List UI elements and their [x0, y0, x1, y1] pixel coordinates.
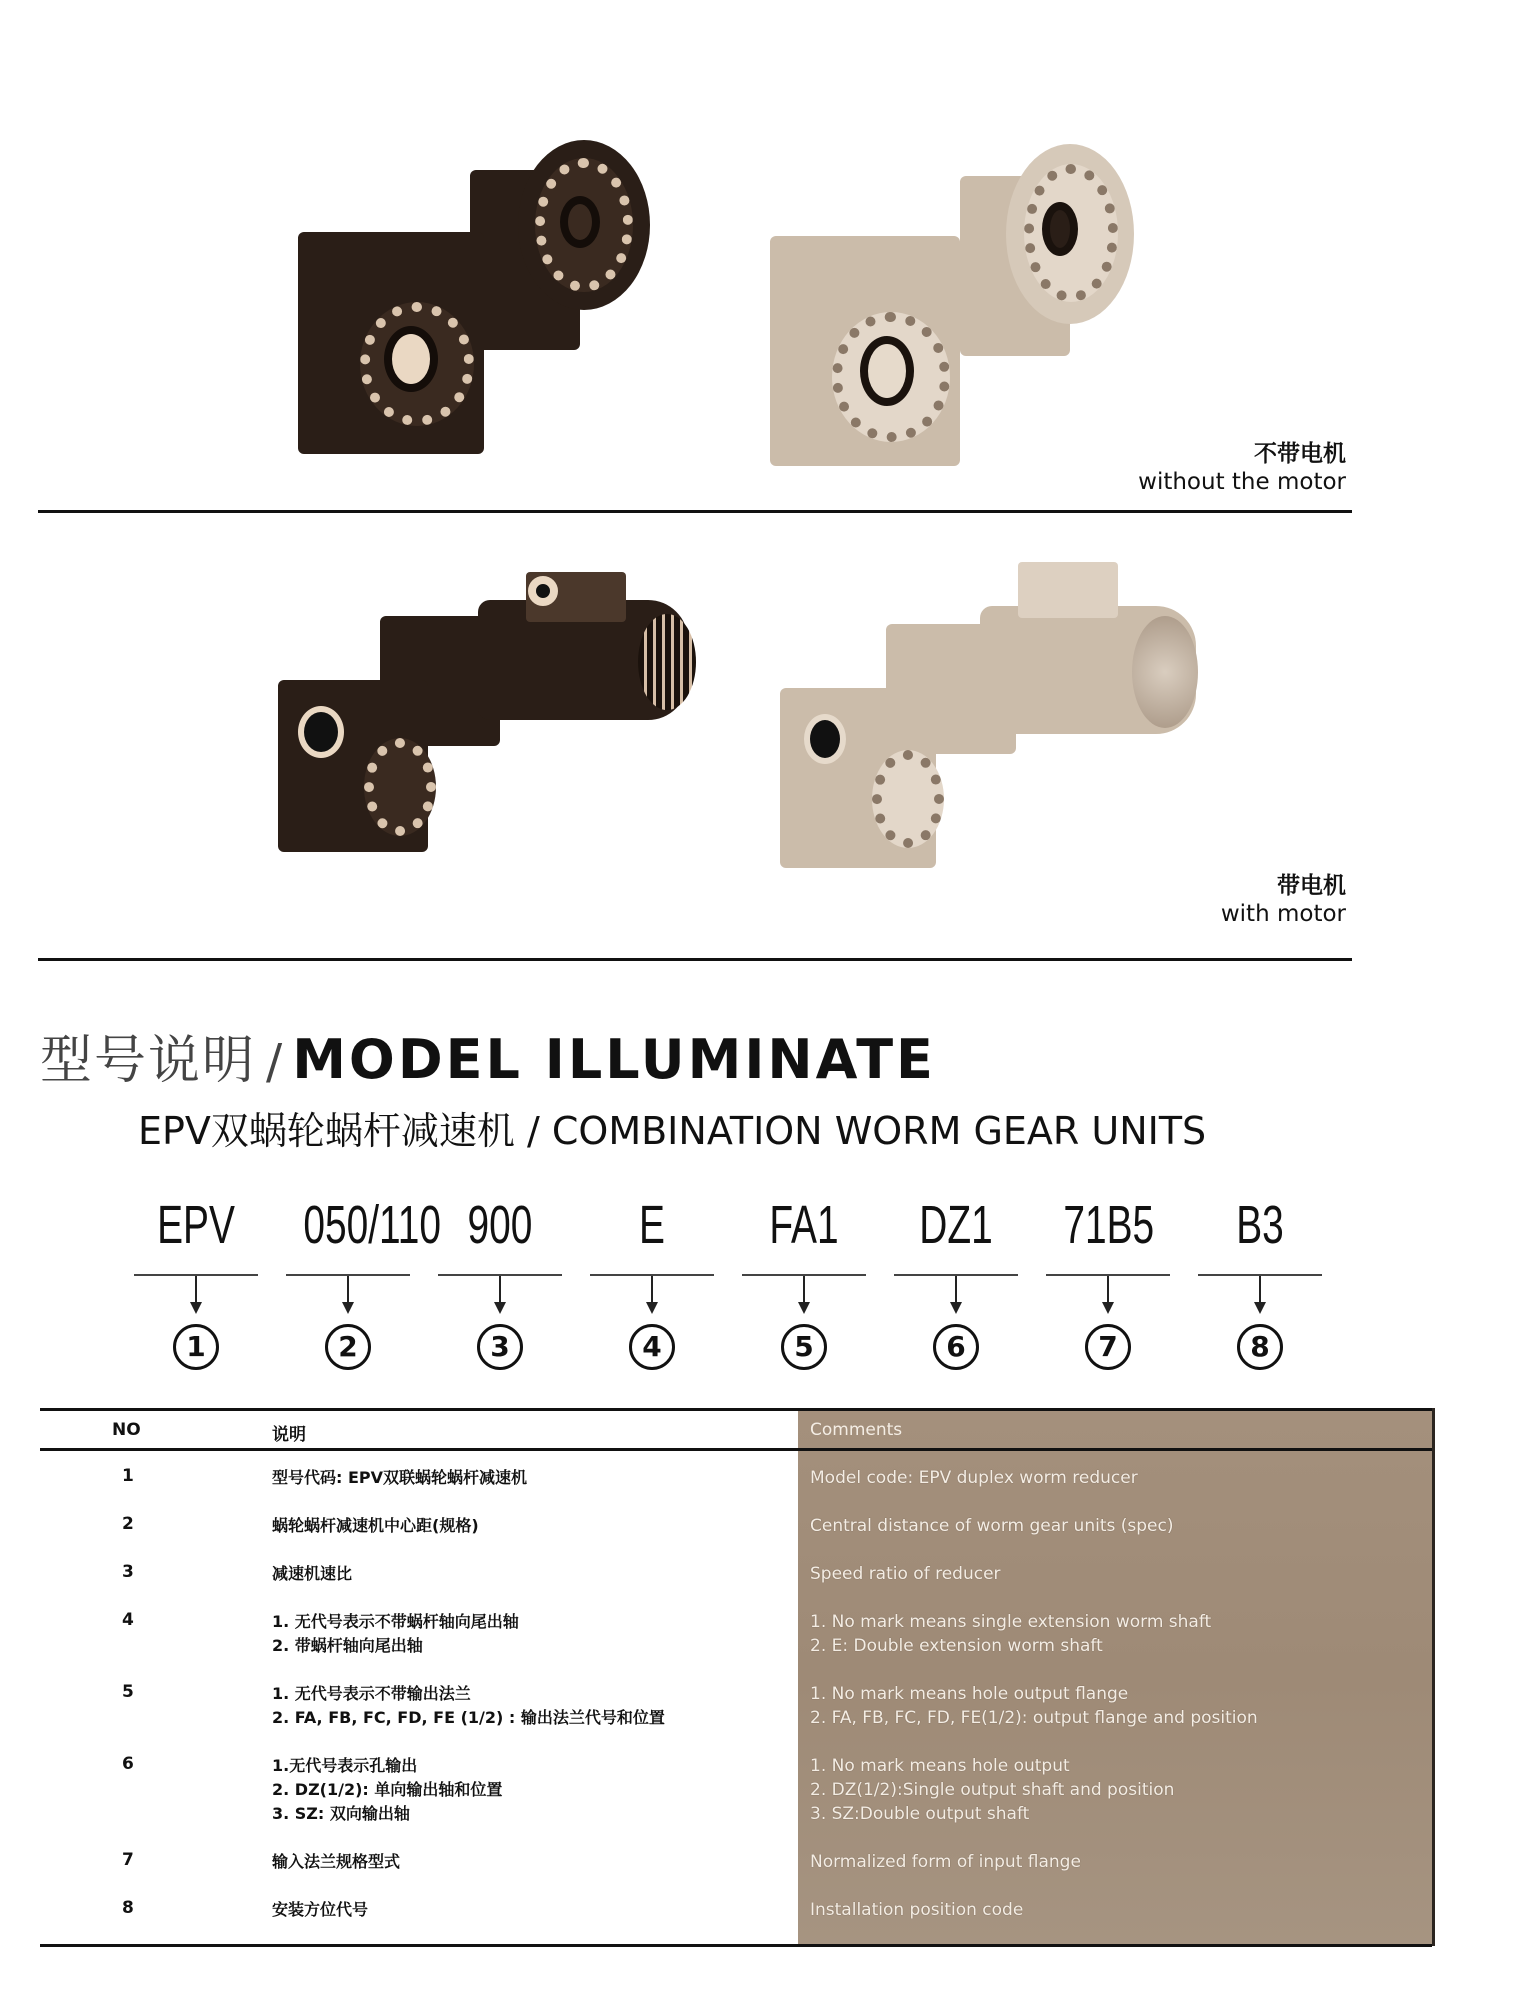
row-cn	[272, 1466, 527, 1490]
code-value: 900	[467, 1195, 533, 1255]
arrow-down-icon	[190, 1302, 202, 1314]
row-no: 7	[122, 1850, 134, 1870]
row-comment-line: Model code: EPV duplex worm reducer	[810, 1468, 1138, 1488]
section-divider	[38, 958, 1352, 961]
circled-index: 3	[477, 1324, 523, 1370]
header-cn: 说明	[272, 1425, 306, 1445]
row-comment	[810, 1514, 1173, 1538]
circled-index: 7	[1085, 1324, 1131, 1370]
product-image-light-with-motor	[780, 562, 1200, 872]
row-comment	[810, 1562, 1001, 1586]
row-comment	[810, 1898, 1023, 1922]
row-comment-line: 1. No mark means hole output flange	[810, 1684, 1129, 1704]
code-segment-7	[1046, 1190, 1170, 1370]
row-no: 5	[122, 1682, 134, 1702]
row-comment-line: 2. DZ(1/2):Single output shaft and position	[810, 1780, 1175, 1800]
row-cn-line: 输入法兰规格型式	[272, 1852, 401, 1871]
model-explanation-table	[40, 1408, 1432, 1948]
row-comment-line: Installation position code	[810, 1900, 1024, 1920]
circled-index: 6	[933, 1324, 979, 1370]
row-cn-line: 1.无代号表示孔输出	[272, 1756, 418, 1775]
row-comment-line: 2. FA, FB, FC, FD, FE(1/2): output flange and position	[810, 1708, 1258, 1728]
row-no: 6	[122, 1754, 134, 1774]
arrow-stem	[1259, 1276, 1261, 1302]
row-cn	[272, 1562, 352, 1586]
code-value: EPV	[157, 1195, 235, 1255]
title-separator: /	[266, 1034, 283, 1090]
page-subtitle: EPV双蜗轮蜗杆减速机 / COMBINATION WORM GEAR UNITS	[138, 1109, 1207, 1153]
row-cn-line: 2. DZ(1/2): 单向输出轴和位置	[272, 1780, 503, 1799]
row-comment-line: Central distance of worm gear units (spec)	[810, 1516, 1174, 1536]
product-image-dark-with-motor	[278, 562, 698, 862]
row-cn-line: 减速机速比	[272, 1564, 353, 1583]
arrow-down-icon	[1254, 1302, 1266, 1314]
code-segment-8	[1198, 1190, 1322, 1370]
row-comment	[810, 1682, 1258, 1730]
code-segment-5	[742, 1190, 866, 1370]
row-cn-line: 型号代码: EPV双联蜗轮蜗杆减速机	[272, 1468, 528, 1487]
row-cn	[272, 1514, 479, 1538]
arrow-down-icon	[1102, 1302, 1114, 1314]
section-divider	[38, 510, 1352, 513]
arrow-stem	[651, 1276, 653, 1302]
row-cn-line: 3. SZ: 双向输出轴	[272, 1804, 410, 1823]
caption-cn: 带电机	[1277, 873, 1346, 899]
row-comment	[810, 1610, 1211, 1658]
row-no: 3	[122, 1562, 134, 1582]
row-comment-line: 1. No mark means hole output	[810, 1756, 1070, 1776]
arrow-down-icon	[494, 1302, 506, 1314]
title-en: MODEL ILLUMINATE	[292, 1028, 936, 1091]
row-no: 8	[122, 1898, 134, 1918]
caption-cn: 不带电机	[1254, 441, 1346, 467]
arrow-stem	[195, 1276, 197, 1302]
table-header-border	[40, 1448, 1432, 1451]
row-no: 4	[122, 1610, 134, 1630]
code-value: 050/110	[303, 1195, 442, 1255]
table-top-border	[40, 1408, 1432, 1411]
title-cn: 型号说明	[40, 1031, 257, 1091]
caption-with-motor	[1221, 872, 1346, 928]
row-no: 2	[122, 1514, 134, 1534]
arrow-stem	[955, 1276, 957, 1302]
circled-index: 4	[629, 1324, 675, 1370]
row-cn-line: 1. 无代号表示不带输出法兰	[272, 1684, 471, 1703]
row-cn-line: 1. 无代号表示不带蜗杆轴向尾出轴	[272, 1612, 519, 1631]
table-bottom-border	[40, 1944, 1432, 1947]
arrow-stem	[499, 1276, 501, 1302]
row-comment	[810, 1754, 1174, 1826]
row-cn	[272, 1610, 519, 1658]
header-comments: Comments	[810, 1420, 903, 1440]
circled-index: 8	[1237, 1324, 1283, 1370]
code-segment-2	[286, 1190, 442, 1370]
circled-index: 2	[325, 1324, 371, 1370]
row-comment-line: 1. No mark means single extension worm shaft	[810, 1612, 1212, 1632]
caption-en: without the motor	[1138, 469, 1346, 495]
arrow-stem	[347, 1276, 349, 1302]
code-value: DZ1	[919, 1195, 993, 1255]
code-value: FA1	[769, 1195, 839, 1255]
row-comment-line: 3. SZ:Double output shaft	[810, 1804, 1030, 1824]
product-image-light-no-motor	[770, 140, 1150, 470]
row-cn	[272, 1898, 368, 1922]
code-value: 71B5	[1063, 1195, 1155, 1255]
row-comment-line: Speed ratio of reducer	[810, 1564, 1001, 1584]
row-cn	[272, 1850, 400, 1874]
circled-index: 1	[173, 1324, 219, 1370]
row-cn-line: 蜗轮蜗杆减速机中心距(规格)	[272, 1516, 479, 1535]
product-image-dark-no-motor	[290, 140, 670, 460]
circled-index: 5	[781, 1324, 827, 1370]
caption-en: with motor	[1220, 901, 1346, 927]
code-segment-3	[438, 1190, 562, 1370]
arrow-stem	[803, 1276, 805, 1302]
row-cn	[272, 1754, 502, 1826]
arrow-down-icon	[342, 1302, 354, 1314]
code-value: E	[639, 1195, 665, 1255]
header-no: NO	[112, 1420, 141, 1440]
caption-without-motor	[1138, 440, 1346, 496]
row-cn-line: 安装方位代号	[272, 1900, 369, 1919]
code-segment-6	[894, 1190, 1018, 1370]
row-cn-line: 2. FA, FB, FC, FD, FE (1/2) : 输出法兰代号和位置	[272, 1708, 665, 1727]
row-comment	[810, 1466, 1138, 1490]
code-segment-1	[134, 1190, 258, 1370]
page-title	[40, 1018, 936, 1093]
row-cn	[272, 1682, 665, 1730]
arrow-stem	[1107, 1276, 1109, 1302]
code-value: B3	[1236, 1195, 1284, 1255]
arrow-down-icon	[646, 1302, 658, 1314]
arrow-down-icon	[950, 1302, 962, 1314]
code-segment-4	[590, 1190, 714, 1370]
row-comment-line: Normalized form of input flange	[810, 1852, 1081, 1872]
row-cn-line: 2. 带蜗杆轴向尾出轴	[272, 1636, 423, 1655]
row-no: 1	[122, 1466, 134, 1486]
arrow-down-icon	[798, 1302, 810, 1314]
row-comment	[810, 1850, 1081, 1874]
row-comment-line: 2. E: Double extension worm shaft	[810, 1636, 1103, 1656]
